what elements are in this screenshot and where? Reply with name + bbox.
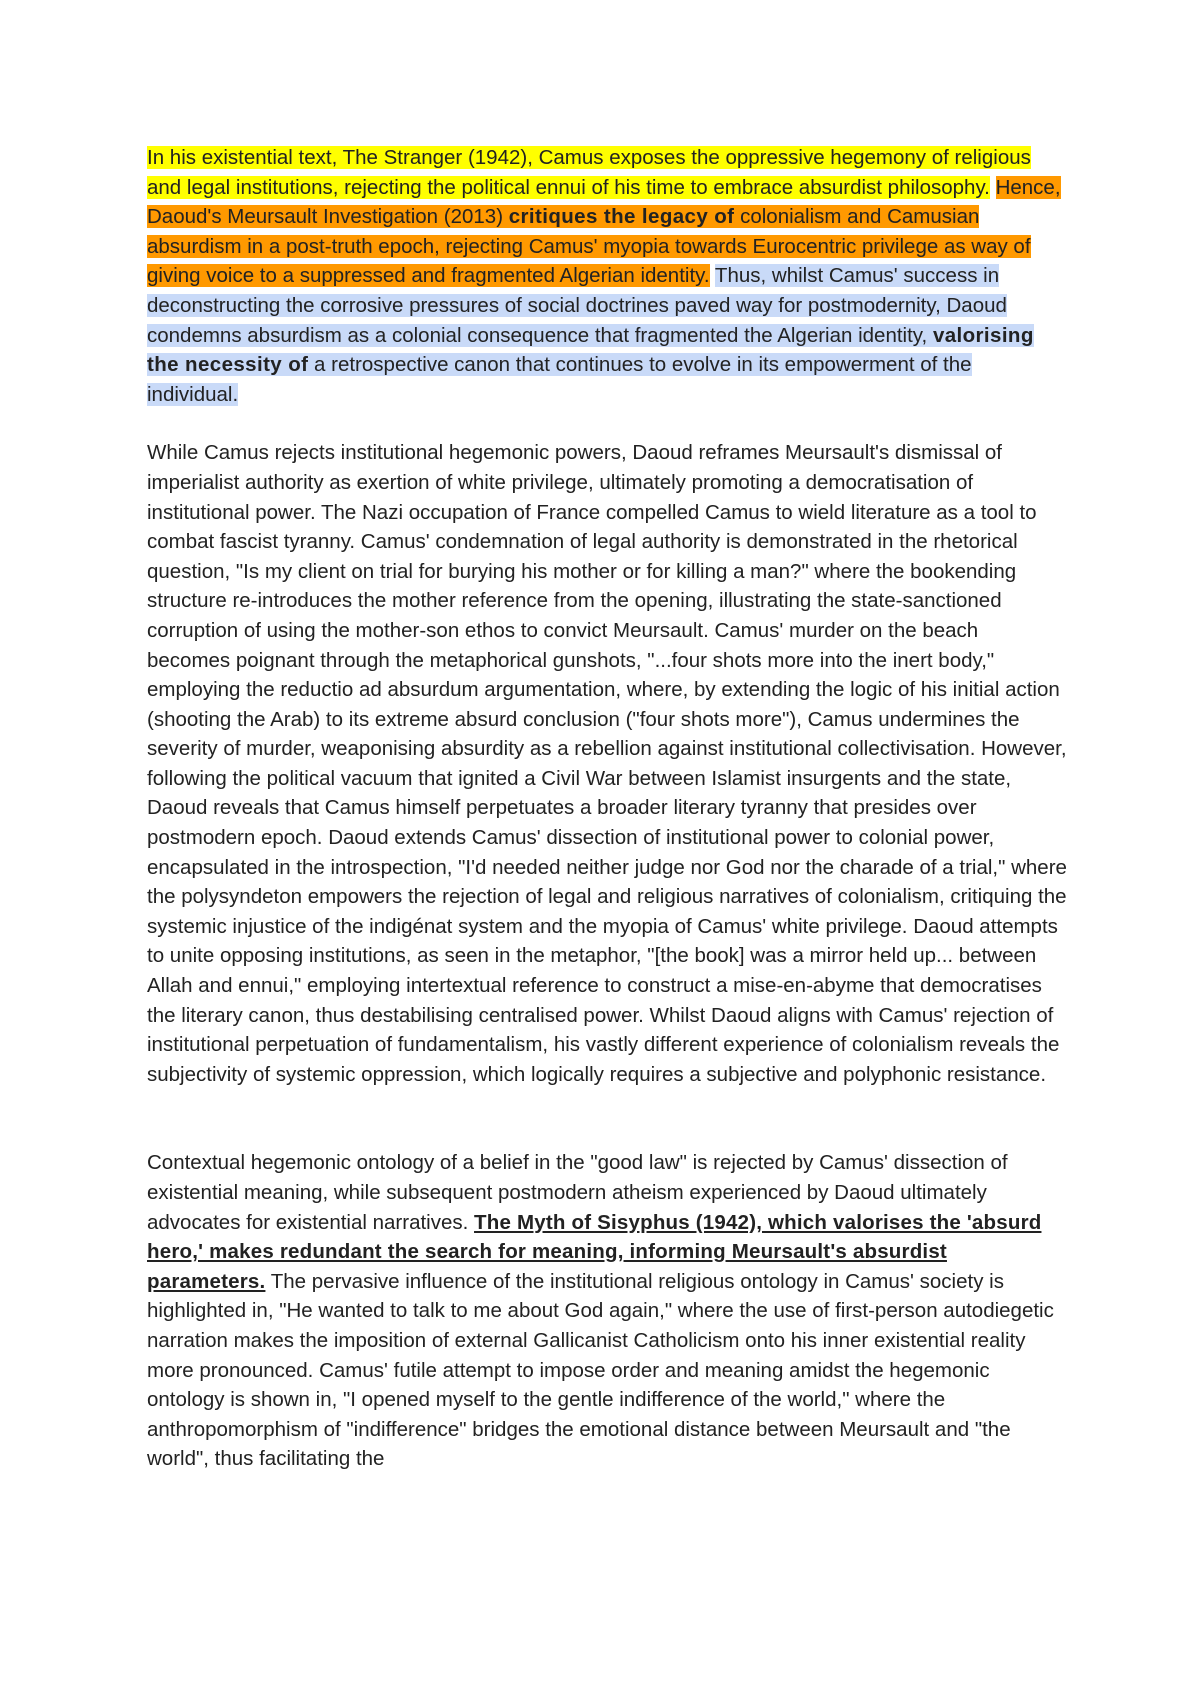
intro-gap bbox=[990, 176, 996, 199]
highlight-blue-text-a: Thus, whilst Camus' success in deconstructing the corrosive pressures of social doctrines paved way for postmodernity, Daoud condemns absurdism as a colonial consequence that fragmented the Algerian identity, bbox=[147, 264, 1007, 347]
body-paragraph-1: While Camus rejects institutional hegemonic powers, Daoud reframes Meursault's dismissal of imperialist authority as exertion of white privilege, ultimately promoting a democratisation of institutional power. The Nazi occupation of France compelled Camus to wield literature as a tool to combat fascist tyranny. Camus' condemnation of legal authority is demonstrated in the rhetorical question, "Is my client on trial for burying his mother or for killing a man?" where the bookending structure re-introduces the mother reference from the opening, illustrating the state-sanctioned corruption of using the mother-son ethos to convict Meursault. Camus' murder on the beach becomes poignant through the metaphorical gunshots, "...four shots more into the inert body," employing the reductio ad absurdum argumentation, where, by extending the logic of his initial action (shooting the Arab) to its extreme absurd conclusion ("four shots more"), Camus undermines the severity of murder, weaponising absurdity as a rebellion against institutional collectivisation. However, following the political vacuum that ignited a Civil War between Islamist insurgents and the state, Daoud reveals that Camus himself perpetuates a broader literary tyranny that presides over postmodern epoch. Daoud extends Camus' dissection of institutional power to colonial power, encapsulated in the introspection, "I'd needed neither judge nor God nor the charade of a trial," where the polysyndeton empowers the rejection of legal and religious narratives of colonialism, critiquing the systemic injustice of the indigénat system and the myopia of Camus' white privilege. Daoud attempts to unite opposing institutions, as seen in the metaphor, "[the book] was a mirror held up... between Allah and ennui," employing intertextual reference to construct a mise-en-abyme that democratises the literary canon, thus destabilising centralised power. Whilst Daoud aligns with Camus' rejection of institutional perpetuation of fundamentalism, his vastly different experience of colonialism reveals the subjectivity of systemic oppression, which logically requires a subjective and polyphonic resistance. bbox=[147, 441, 1067, 1086]
highlight-blue-bold: valorising the necessity of bbox=[147, 323, 1034, 377]
body-paragraph-2 bbox=[147, 1148, 1067, 1474]
intro-paragraph bbox=[147, 143, 1067, 409]
highlight-orange-text-a: Hence, Daoud's Meursault Investigation (2013) bbox=[147, 175, 1061, 229]
highlight-orange-text-b: colonialism and Camusian absurdism in a post-truth epoch, rejecting Camus' myopia towards Eurocentric privilege as way of giving voice to a suppressed and fragmented Algerian identity. bbox=[147, 205, 1031, 288]
body2-text-b: The pervasive influence of the institutional religious ontology in Camus' society is highlighted in, "He wanted to talk to me about God again," where the use of first-person autodiegetic narration makes the imposition of external Gallicanist Catholicism onto his inner existential reality more pronounced. Camus' futile attempt to impose order and meaning amidst the hegemonic ontology is shown in, "I opened myself to the gentle indifference of the world," where the anthropomorphism of "indifference" bridges the emotional distance between Meursault and "the world", thus facilitating the bbox=[147, 1269, 1054, 1471]
body2-text-a: Contextual hegemonic ontology of a belief in the "good law" is rejected by Camus' dissection of existential meaning, while subsequent postmodern atheism experienced by Daoud ultimately advocates for existential narratives. bbox=[147, 1151, 1008, 1234]
highlight-yellow-thesis: In his existential text, The Stranger (1942), Camus exposes the oppressive hegemony of religious and legal institutions, rejecting the political ennui of his time to embrace absurdist philosophy. bbox=[147, 146, 1031, 199]
highlight-blue-text-b: a retrospective canon that continues to evolve in its empowerment of the individual. bbox=[147, 353, 972, 406]
highlight-orange-bold: critiques the legacy of bbox=[508, 205, 735, 229]
document-body bbox=[147, 143, 1067, 1474]
body2-bold-underline: The Myth of Sisyphus (1942), which valorises the 'absurd hero,' makes redundant the search for meaning, informing Meursault's absurdist parameters. bbox=[147, 1210, 1042, 1293]
